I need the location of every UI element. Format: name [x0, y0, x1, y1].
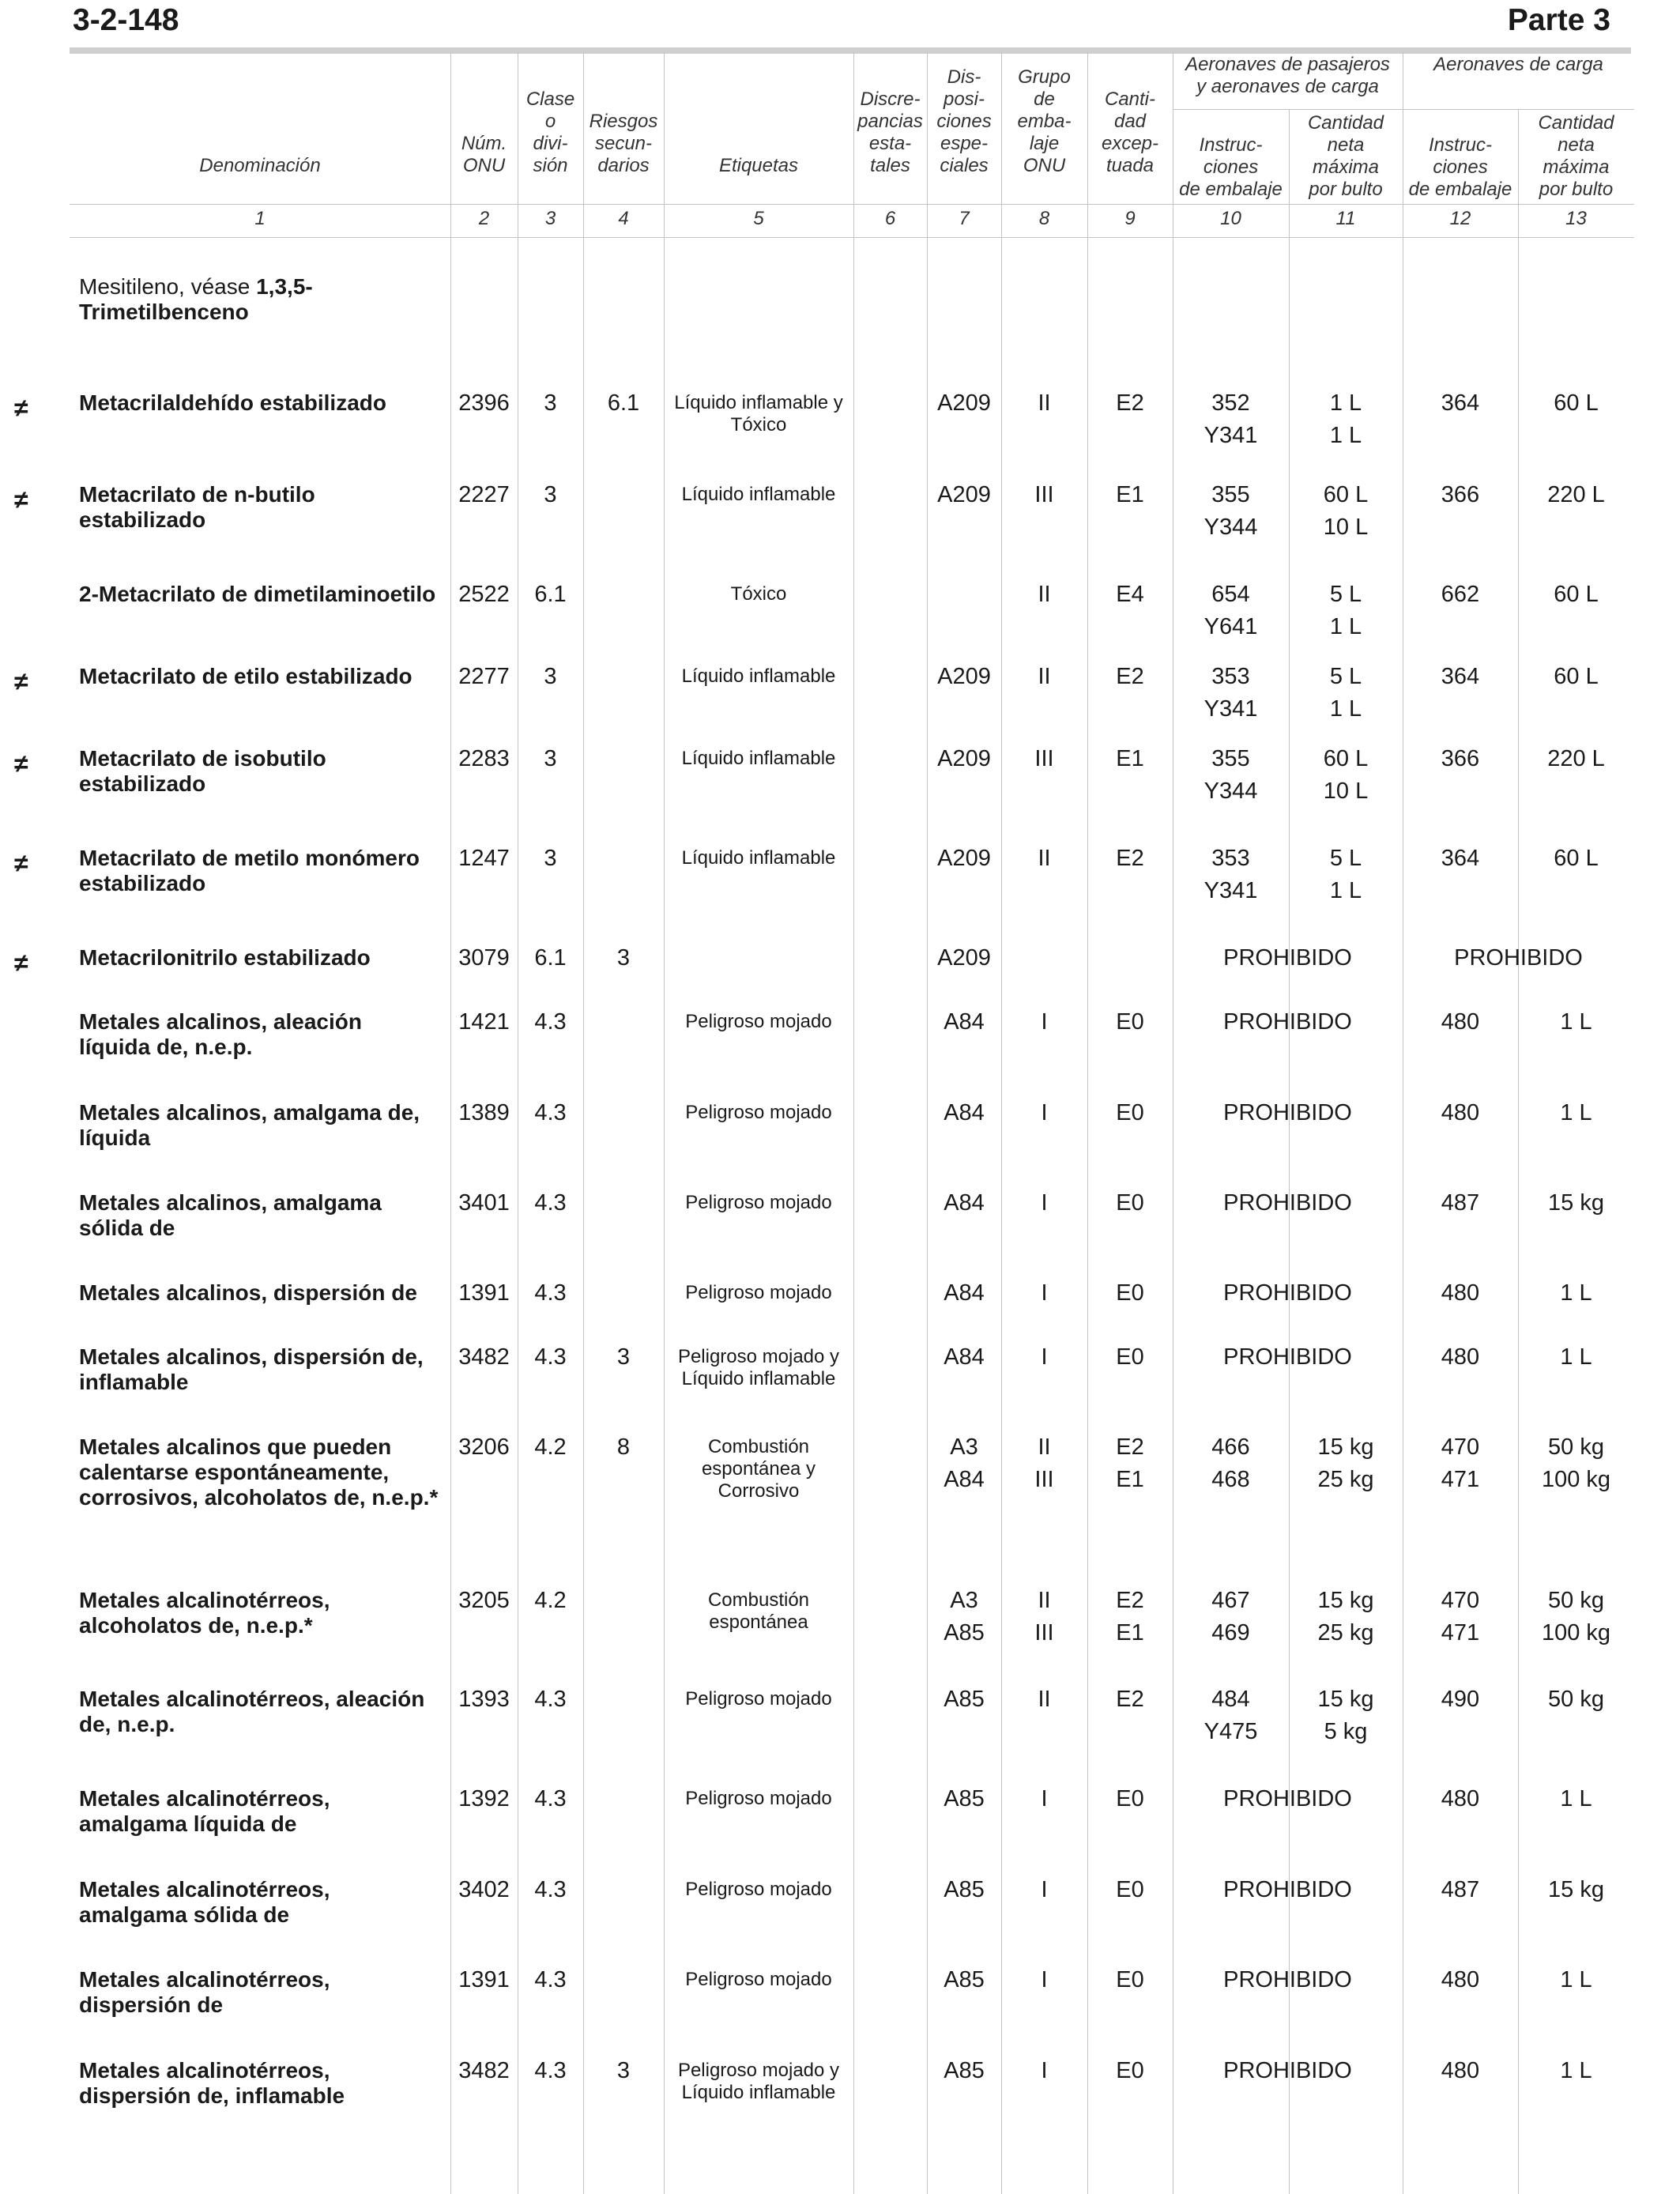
row-grupo: II [1038, 582, 1051, 607]
row-riesgos: 8 [616, 1434, 631, 1460]
header-disposiciones: Dis- posi- ciones espe- ciales [936, 66, 992, 176]
row-carga-prohibido: PROHIBIDO [1454, 945, 1583, 971]
row-instrucciones-carga: 364 [1441, 846, 1480, 871]
changed-entry-mark: ≠ [14, 948, 28, 977]
row-cantidad-exceptuada: E2 E1 [1116, 1588, 1144, 1646]
row-instrucciones-carga: 480 [1441, 1280, 1480, 1306]
row-cantidad-exceptuada: E0 [1116, 1009, 1144, 1035]
row-instrucciones-carga: 364 [1441, 390, 1480, 416]
row-instrucciones-carga: 470 471 [1441, 1588, 1480, 1646]
row-grupo: II III [1034, 1588, 1054, 1646]
top-rule [70, 47, 1631, 54]
row-riesgos: 6.1 [607, 390, 640, 416]
row-grupo: III [1034, 482, 1054, 507]
row-disposiciones: A84 [944, 1009, 985, 1035]
row-cantidad-exceptuada: E1 [1116, 746, 1144, 771]
row-num-onu: 2283 [458, 746, 510, 771]
see-also-reference: Trimetilbenceno [79, 300, 249, 324]
row-cantidad-exceptuada: E1 [1116, 482, 1144, 507]
row-clase: 3 [544, 664, 557, 689]
row-etiquetas: Líquido inflamable [681, 847, 836, 869]
header-riesgos: Riesgos secun- darios [589, 111, 658, 176]
row-disposiciones: A84 [944, 1100, 985, 1125]
row-denominacion: Metacrilato de metilo monómero estabilizado [79, 846, 420, 895]
row-denominacion: Metales alcalinotérreos, aleación de, n.e.p. [79, 1687, 425, 1736]
row-instrucciones-pax: 355 Y344 [1203, 746, 1258, 804]
column-number: 5 [753, 208, 764, 229]
header-clase: Clase o divi- sión [525, 89, 575, 176]
row-clase: 3 [544, 746, 557, 771]
row-clase: 4.3 [534, 1009, 567, 1035]
row-num-onu: 2396 [458, 390, 510, 416]
header-cantidad-neta-pax: Cantidad neta máxima por bulto [1307, 112, 1384, 200]
column-number: 6 [884, 208, 896, 229]
row-disposiciones: A84 [944, 1280, 985, 1306]
row-cantidad-exceptuada: E0 [1116, 2058, 1144, 2083]
row-instrucciones-carga: 364 [1441, 664, 1480, 689]
row-cantidad-carga: 50 kg 100 kg [1541, 1434, 1611, 1492]
row-instrucciones-pax: 355 Y344 [1203, 482, 1258, 540]
row-cantidad-exceptuada: E2 [1116, 1687, 1144, 1712]
column-number: 9 [1124, 208, 1136, 229]
row-denominacion: Metacrilonitrilo estabilizado [79, 945, 371, 970]
row-cantidad-pax: 15 kg 5 kg [1317, 1687, 1374, 1744]
column-number: 10 [1220, 208, 1241, 229]
row-instrucciones-carga: 366 [1441, 746, 1480, 771]
row-grupo: III [1034, 746, 1054, 771]
row-pax-prohibido: PROHIBIDO [1223, 1877, 1352, 1902]
row-grupo: I [1041, 1967, 1048, 1992]
row-disposiciones: A84 [944, 1190, 985, 1216]
page-number: 3-2-148 [73, 3, 179, 37]
row-riesgos: 3 [616, 1344, 631, 1370]
column-divider [583, 52, 584, 2194]
row-clase: 4.2 [534, 1588, 567, 1613]
row-cantidad-carga: 15 kg [1548, 1190, 1604, 1216]
row-pax-prohibido: PROHIBIDO [1223, 945, 1352, 971]
row-cantidad-pax: 5 L 1 L [1329, 846, 1362, 903]
row-instrucciones-carga: 487 [1441, 1190, 1480, 1216]
row-etiquetas: Peligroso mojado [685, 1879, 832, 1900]
changed-entry-mark: ≠ [14, 667, 28, 696]
row-disposiciones: A85 [944, 1967, 985, 1992]
row-disposiciones: A3 A84 [944, 1434, 985, 1492]
row-etiquetas: Tóxico [730, 583, 787, 605]
row-instrucciones-carga: 480 [1441, 1786, 1480, 1811]
row-pax-prohibido: PROHIBIDO [1223, 1280, 1352, 1306]
row-num-onu: 3205 [458, 1588, 510, 1613]
row-cantidad-carga: 220 L [1547, 746, 1605, 771]
row-instrucciones-pax: 654 Y641 [1203, 582, 1258, 639]
row-clase: 4.3 [534, 1280, 567, 1306]
row-disposiciones: A85 [944, 1877, 985, 1902]
header-instrucciones-carga: Instruc- ciones de embalaje [1408, 134, 1512, 200]
row-denominacion: Metales alcalinotérreos, amalgama sólida de [79, 1877, 330, 1927]
row-denominacion: Metales alcalinos, aleación líquida de, n.e.p. [79, 1009, 362, 1059]
row-num-onu: 3401 [458, 1190, 510, 1216]
row-cantidad-pax: 15 kg 25 kg [1317, 1588, 1374, 1646]
row-denominacion: Metales alcalinos, amalgama sólida de [79, 1190, 382, 1240]
row-denominacion: Metales alcalinos, amalgama de, líquida [79, 1100, 420, 1150]
see-also-reference: 1,3,5- [256, 274, 313, 299]
row-disposiciones: A209 [937, 945, 991, 971]
row-num-onu: 1389 [458, 1100, 510, 1125]
row-instrucciones-carga: 480 [1441, 1967, 1480, 1992]
column-divider [853, 52, 854, 2194]
row-grupo: I [1041, 1877, 1048, 1902]
row-clase: 4.3 [534, 1687, 567, 1712]
row-cantidad-carga: 1 L [1560, 1009, 1592, 1035]
row-clase: 3 [544, 482, 557, 507]
row-grupo: II [1038, 664, 1051, 689]
row-disposiciones: A209 [937, 664, 991, 689]
row-num-onu: 1392 [458, 1786, 510, 1811]
row-etiquetas: Combustión espontánea [707, 1589, 810, 1633]
row-cantidad-carga: 1 L [1560, 1344, 1592, 1370]
row-num-onu: 1391 [458, 1280, 510, 1306]
column-number: 4 [618, 208, 629, 229]
row-instrucciones-carga: 480 [1441, 2058, 1480, 2083]
row-cantidad-carga: 220 L [1547, 482, 1605, 507]
row-cantidad-pax: 5 L 1 L [1329, 664, 1362, 722]
changed-entry-mark: ≠ [14, 394, 28, 422]
row-cantidad-exceptuada: E0 [1116, 1280, 1144, 1306]
row-cantidad-carga: 50 kg 100 kg [1541, 1588, 1611, 1646]
row-cantidad-exceptuada: E0 [1116, 1786, 1144, 1811]
header-rule [70, 204, 1634, 205]
row-disposiciones: A85 [944, 1786, 985, 1811]
row-disposiciones: A209 [937, 482, 991, 507]
row-disposiciones: A209 [937, 390, 991, 416]
row-num-onu: 1421 [458, 1009, 510, 1035]
changed-entry-mark: ≠ [14, 849, 28, 877]
row-instrucciones-carga: 366 [1441, 482, 1480, 507]
column-number: 8 [1038, 208, 1050, 229]
row-instrucciones-carga: 480 [1441, 1100, 1480, 1125]
row-cantidad-carga: 60 L [1554, 390, 1599, 416]
row-num-onu: 3206 [458, 1434, 510, 1460]
row-num-onu: 3482 [458, 1344, 510, 1370]
row-disposiciones: A85 [944, 1687, 985, 1712]
row-etiquetas: Líquido inflamable [681, 484, 836, 505]
row-cantidad-carga: 1 L [1560, 1786, 1592, 1811]
row-cantidad-exceptuada: E0 [1116, 1877, 1144, 1902]
column-number: 13 [1565, 208, 1587, 229]
see-also-entry: Mesitileno, véase 1,3,5- Trimetilbenceno [79, 274, 313, 324]
row-cantidad-carga: 50 kg [1548, 1687, 1604, 1712]
header-etiquetas: Etiquetas [718, 155, 799, 176]
column-number: 11 [1335, 208, 1356, 229]
row-instrucciones-carga: 480 [1441, 1344, 1480, 1370]
header-grupo: Grupo de emba- laje ONU [1017, 66, 1072, 176]
row-cantidad-exceptuada: E2 E1 [1116, 1434, 1144, 1492]
column-number: 7 [959, 208, 970, 229]
row-clase: 4.3 [534, 1967, 567, 1992]
row-etiquetas: Peligroso mojado [685, 1688, 832, 1710]
row-clase: 4.3 [534, 1100, 567, 1125]
row-clase: 3 [544, 390, 557, 416]
row-instrucciones-pax: 467 469 [1211, 1588, 1250, 1646]
column-number: 12 [1449, 208, 1471, 229]
row-cantidad-exceptuada: E2 [1116, 390, 1144, 416]
row-cantidad-carga: 1 L [1560, 1280, 1592, 1306]
row-cantidad-carga: 60 L [1554, 582, 1599, 607]
row-disposiciones: A3 A85 [944, 1588, 985, 1646]
row-etiquetas: Peligroso mojado [685, 1192, 832, 1213]
column-number: 3 [544, 208, 556, 229]
row-etiquetas: Líquido inflamable [681, 748, 836, 769]
column-number: 2 [478, 208, 490, 229]
row-riesgos: 3 [616, 945, 631, 971]
row-grupo: I [1041, 1100, 1048, 1125]
row-etiquetas: Peligroso mojado [685, 1969, 832, 1990]
row-denominacion: Metacrilaldehído estabilizado [79, 390, 386, 415]
row-clase: 6.1 [534, 945, 567, 971]
changed-entry-mark: ≠ [14, 749, 28, 778]
row-cantidad-exceptuada: E2 [1116, 664, 1144, 689]
row-grupo: I [1041, 1009, 1048, 1035]
row-num-onu: 2227 [458, 482, 510, 507]
row-etiquetas: Peligroso mojado [685, 1011, 832, 1032]
row-denominacion: Metales alcalinotérreos, amalgama líquida de [79, 1786, 330, 1836]
row-instrucciones-pax: 352 Y341 [1203, 390, 1258, 448]
row-etiquetas: Peligroso mojado [685, 1102, 832, 1123]
row-clase: 4.3 [534, 2058, 567, 2083]
row-grupo: I [1041, 1280, 1048, 1306]
row-num-onu: 1247 [458, 846, 510, 871]
row-denominacion: Metales alcalinotérreos, alcoholatos de, n.e.p.* [79, 1588, 330, 1638]
row-cantidad-carga: 60 L [1554, 664, 1599, 689]
header-instrucciones-pax: Instruc- ciones de embalaje [1179, 134, 1283, 200]
row-cantidad-carga: 1 L [1560, 2058, 1592, 2083]
row-cantidad-pax: 15 kg 25 kg [1317, 1434, 1374, 1492]
row-clase: 4.3 [534, 1344, 567, 1370]
header-carga-group: Aeronaves de carga [1433, 54, 1603, 75]
row-clase: 4.3 [534, 1786, 567, 1811]
row-cantidad-exceptuada: E4 [1116, 582, 1144, 607]
row-cantidad-exceptuada: E2 [1116, 846, 1144, 871]
row-instrucciones-pax: 353 Y341 [1203, 664, 1258, 722]
row-pax-prohibido: PROHIBIDO [1223, 2058, 1352, 2083]
row-instrucciones-pax: 484 Y475 [1203, 1687, 1258, 1744]
row-num-onu: 1391 [458, 1967, 510, 1992]
column-number: 1 [254, 208, 266, 229]
row-cantidad-exceptuada: E0 [1116, 1100, 1144, 1125]
row-denominacion: Metacrilato de isobutilo estabilizado [79, 746, 326, 796]
group-header-rule [1173, 109, 1634, 110]
changed-entry-mark: ≠ [14, 485, 28, 514]
row-etiquetas: Peligroso mojado [685, 1788, 832, 1809]
header-cantidad-neta-carga: Cantidad neta máxima por bulto [1538, 112, 1614, 200]
row-riesgos: 3 [616, 2058, 631, 2083]
row-clase: 4.3 [534, 1877, 567, 1902]
row-cantidad-exceptuada: E0 [1116, 1967, 1144, 1992]
row-num-onu: 3079 [458, 945, 510, 971]
row-grupo: II [1038, 846, 1051, 871]
row-disposiciones: A209 [937, 846, 991, 871]
row-grupo: II [1038, 390, 1051, 416]
row-pax-prohibido: PROHIBIDO [1223, 1786, 1352, 1811]
row-etiquetas: Peligroso mojado [685, 1282, 832, 1303]
header-cantidad-exceptuada: Canti- dad excep- tuada [1101, 89, 1159, 176]
row-pax-prohibido: PROHIBIDO [1223, 1967, 1352, 1992]
header-pasajeros-group: Aeronaves de pasajeros y aeronaves de carga [1185, 54, 1390, 97]
row-clase: 6.1 [534, 582, 567, 607]
row-etiquetas: Líquido inflamable [681, 665, 836, 687]
row-grupo: I [1041, 2058, 1048, 2083]
row-instrucciones-carga: 487 [1441, 1877, 1480, 1902]
row-pax-prohibido: PROHIBIDO [1223, 1344, 1352, 1370]
row-cantidad-exceptuada: E0 [1116, 1190, 1144, 1216]
row-num-onu: 3402 [458, 1877, 510, 1902]
row-denominacion: Metacrilato de etilo estabilizado [79, 664, 412, 688]
row-num-onu: 2277 [458, 664, 510, 689]
row-cantidad-carga: 1 L [1560, 1967, 1592, 1992]
header-denominacion: Denominación [199, 155, 321, 176]
row-grupo: II [1038, 1687, 1051, 1712]
row-instrucciones-pax: 466 468 [1211, 1434, 1250, 1492]
row-denominacion: Metales alcalinos, dispersión de, inflamable [79, 1344, 424, 1394]
row-pax-prohibido: PROHIBIDO [1223, 1190, 1352, 1216]
row-cantidad-carga: 1 L [1560, 1100, 1592, 1125]
row-denominacion: Metales alcalinos que pueden calentarse espontáneamente, corrosivos, alcoholatos de, n.e.p.* [79, 1434, 439, 1510]
row-pax-prohibido: PROHIBIDO [1223, 1100, 1352, 1125]
row-cantidad-exceptuada: E0 [1116, 1344, 1144, 1370]
row-pax-prohibido: PROHIBIDO [1223, 1009, 1352, 1035]
row-instrucciones-pax: 353 Y341 [1203, 846, 1258, 903]
header-discrepancias: Discre- pancias esta- tales [857, 89, 923, 176]
row-etiquetas: Líquido inflamable y Tóxico [674, 392, 843, 435]
row-instrucciones-carga: 470 471 [1441, 1434, 1480, 1492]
row-instrucciones-carga: 480 [1441, 1009, 1480, 1035]
row-denominacion: Metacrilato de n-butilo estabilizado [79, 482, 315, 532]
row-grupo: I [1041, 1344, 1048, 1370]
row-grupo: II III [1034, 1434, 1054, 1492]
row-cantidad-carga: 60 L [1554, 846, 1599, 871]
row-instrucciones-carga: 490 [1441, 1687, 1480, 1712]
row-denominacion: Metales alcalinotérreos, dispersión de [79, 1967, 330, 2017]
row-clase: 4.3 [534, 1190, 567, 1216]
column-number-rule [70, 237, 1634, 238]
row-denominacion: 2-Metacrilato de dimetilaminoetilo [79, 582, 436, 606]
row-denominacion: Metales alcalinotérreos, dispersión de, inflamable [79, 2058, 345, 2108]
row-clase: 3 [544, 846, 557, 871]
row-disposiciones: A85 [944, 2058, 985, 2083]
row-clase: 4.2 [534, 1434, 567, 1460]
header-num-onu: Núm. ONU [461, 133, 507, 176]
row-disposiciones: A209 [937, 746, 991, 771]
row-etiquetas: Peligroso mojado y Líquido inflamable [677, 2060, 840, 2103]
row-num-onu: 1393 [458, 1687, 510, 1712]
row-cantidad-pax: 60 L 10 L [1323, 746, 1369, 804]
row-num-onu: 2522 [458, 582, 510, 607]
row-etiquetas: Peligroso mojado y Líquido inflamable [677, 1346, 840, 1389]
row-disposiciones: A84 [944, 1344, 985, 1370]
row-cantidad-carga: 15 kg [1548, 1877, 1604, 1902]
row-cantidad-pax: 60 L 10 L [1323, 482, 1369, 540]
part-title: Parte 3 [1507, 3, 1610, 37]
row-etiquetas: Combustión espontánea y Corrosivo [701, 1436, 816, 1502]
row-num-onu: 3482 [458, 2058, 510, 2083]
row-cantidad-pax: 1 L 1 L [1329, 390, 1362, 448]
row-denominacion: Metales alcalinos, dispersión de [79, 1280, 417, 1305]
row-grupo: I [1041, 1190, 1048, 1216]
row-cantidad-pax: 5 L 1 L [1329, 582, 1362, 639]
row-instrucciones-carga: 662 [1441, 582, 1480, 607]
row-grupo: I [1041, 1786, 1048, 1811]
